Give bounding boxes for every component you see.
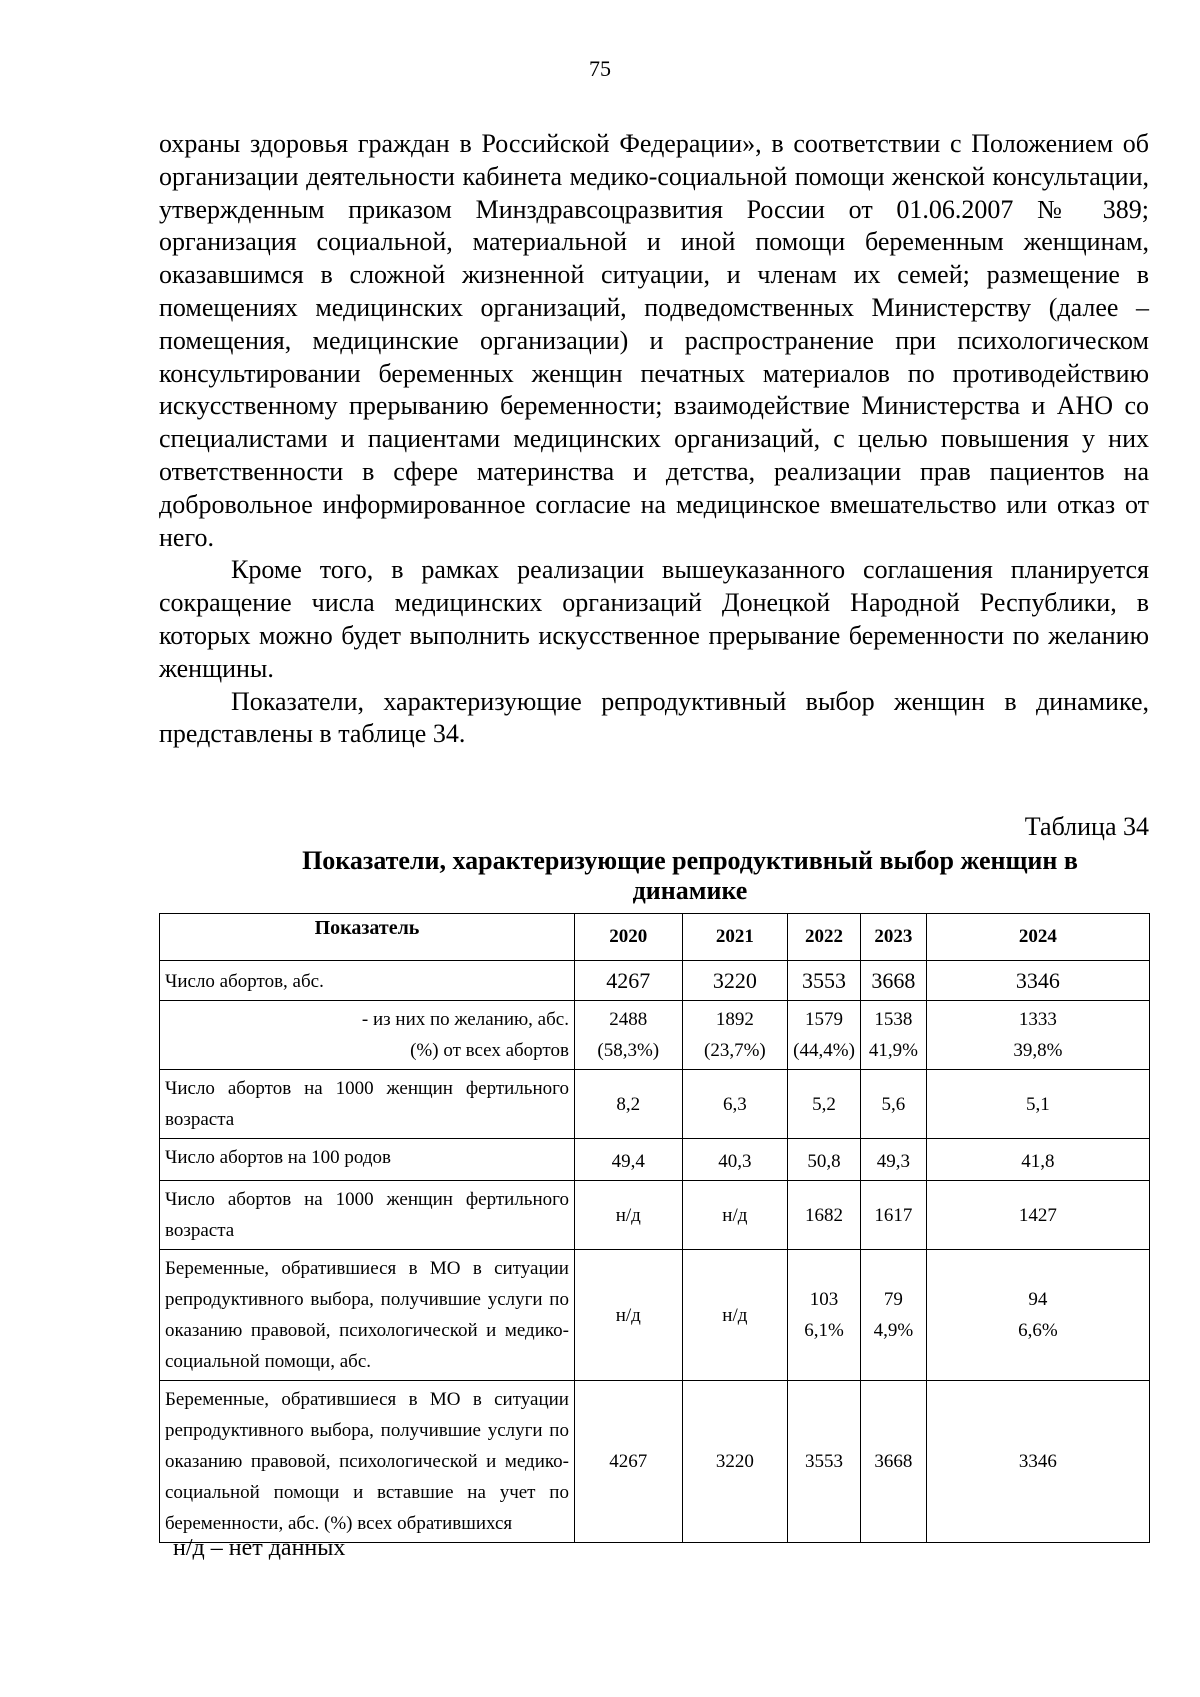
- row-label: Число абортов на 1000 женщин фертильного возраста: [160, 1070, 575, 1139]
- table-cell: [682, 1001, 788, 1070]
- cell-value: 1579: [805, 1009, 844, 1030]
- table-cell: [926, 1001, 1149, 1070]
- row-label: Число абортов, абс.: [160, 961, 575, 1001]
- table-row: [160, 1070, 1150, 1139]
- table-cell: 3668: [860, 961, 926, 1001]
- table-row: [160, 961, 1150, 1001]
- header-2020: 2020: [574, 914, 682, 961]
- table-cell: 40,3: [682, 1139, 788, 1181]
- cell-value: 79: [883, 1289, 903, 1310]
- paragraph-3: Показатели, характеризующие репродуктивный выбор женщин в динамике, представлены в таблице 34.: [159, 686, 1149, 749]
- row-label: Беременные, обратившиеся в МО в ситуации репродуктивного выбора, получившие услуги по оказанию правовой, психологической и медико-социальной помощи, абс.: [160, 1250, 575, 1381]
- table-cell: [788, 1001, 861, 1070]
- row-label: Число абортов на 100 родов: [160, 1139, 575, 1181]
- table-cell: 6,3: [682, 1070, 788, 1139]
- cell-percent: 39,8%: [1013, 1040, 1063, 1061]
- table-row: [160, 1181, 1150, 1250]
- table-cell: 3220: [682, 1381, 788, 1543]
- header-2024: 2024: [926, 914, 1149, 961]
- cell-value: 1538: [874, 1009, 913, 1030]
- row-label: Беременные, обратившиеся в МО в ситуации репродуктивного выбора, получившие услуги по оказанию правовой, психологической и медико-социальной помощи и вставшие на учет по беременности, абс. (%) всех обратившихся: [160, 1381, 575, 1543]
- indicators-table: [159, 913, 1150, 1543]
- table-cell: 3346: [926, 961, 1149, 1001]
- table-cell: [788, 1250, 861, 1381]
- table-header-row: [160, 914, 1150, 961]
- cell-percent: (44,4%): [793, 1040, 855, 1061]
- table-cell: н/д: [574, 1181, 682, 1250]
- table-cell: 4267: [574, 961, 682, 1001]
- cell-value: 103: [809, 1289, 839, 1310]
- table-cell: 3346: [926, 1381, 1149, 1543]
- table-cell: 4267: [574, 1381, 682, 1543]
- cell-percent: 4,9%: [873, 1320, 914, 1341]
- cell-percent: (58,3%): [597, 1040, 660, 1061]
- table-cell: н/д: [574, 1250, 682, 1381]
- paragraph-1: охраны здоровья граждан в Российской Федерации», в соответствии с Положением об организации деятельности кабинета медико-социальной помощи женской консультации, утвержденным приказом Минздравсоцразвития России от 01.06.2007 № 389; организация социальной, материальной и иной помощи беременным женщинам, оказавшимся в сложной жизненной ситуации, и членам их семей; размещение в помещениях медицинских организаций, подведомственных Министерству (далее – помещения, медицинские организации) и распространение при психологическом консультировании беременных женщин печатных материалов по противодействию искусственному прерыванию беременности; взаимодействие Министерства и АНО со специалистами и пациентами медицинских организаций, с целью повышения у них ответственности в сфере материнства и детства, реализации прав пациентов на добровольное информированное согласие на медицинское вмешательство или отказ от него.: [159, 129, 1149, 552]
- table-cell: 1427: [926, 1181, 1149, 1250]
- body-text: [159, 128, 1149, 751]
- table-cell: н/д: [682, 1250, 788, 1381]
- cell-value: 1892: [715, 1009, 754, 1030]
- table-cell: 3668: [860, 1381, 926, 1543]
- cell-percent: 41,9%: [868, 1040, 918, 1061]
- table-row: [160, 1001, 1150, 1070]
- table-cell: 3553: [788, 961, 861, 1001]
- header-indicator: Показатель: [160, 914, 575, 961]
- table-cell: 8,2: [574, 1070, 682, 1139]
- table-cell: 49,4: [574, 1139, 682, 1181]
- table-row: [160, 1381, 1150, 1543]
- table-cell: 49,3: [860, 1139, 926, 1181]
- header-2022: 2022: [788, 914, 861, 961]
- table-row: [160, 1250, 1150, 1381]
- cell-percent: 6,6%: [1018, 1320, 1058, 1341]
- row-label: [160, 1001, 575, 1070]
- row-label-line: (%) от всех абортов: [410, 1040, 569, 1061]
- table-cell: [860, 1001, 926, 1070]
- table-cell: н/д: [682, 1181, 788, 1250]
- table-cell: 1617: [860, 1181, 926, 1250]
- table-cell: 41,8: [926, 1139, 1149, 1181]
- table-cell: 50,8: [788, 1139, 861, 1181]
- row-label: Число абортов на 1000 женщин фертильного возраста: [160, 1181, 575, 1250]
- cell-value: 94: [1028, 1289, 1048, 1310]
- header-2021: 2021: [682, 914, 788, 961]
- cell-value: 2488: [609, 1009, 648, 1030]
- cell-percent: (23,7%): [704, 1040, 766, 1061]
- table-cell: 5,6: [860, 1070, 926, 1139]
- table-cell: 5,1: [926, 1070, 1149, 1139]
- table-cell: [574, 1001, 682, 1070]
- header-2023: 2023: [860, 914, 926, 961]
- paragraph-2: Кроме того, в рамках реализации вышеуказанного соглашения планируется сокращение числа медицинских организаций Донецкой Народной Республики, в которых можно будет выполнить искусственное прерывание беременности по желанию женщины.: [159, 555, 1149, 683]
- cell-value: 1333: [1018, 1009, 1057, 1030]
- table-row: [160, 1139, 1150, 1181]
- table-cell: [926, 1250, 1149, 1381]
- page-number: 75: [589, 56, 611, 81]
- table-cell: [860, 1250, 926, 1381]
- table-cell: 5,2: [788, 1070, 861, 1139]
- footnote: н/д – нет данных: [173, 1535, 346, 1561]
- row-label-line: - из них по желанию, абс.: [361, 1009, 569, 1030]
- table-cell: 3220: [682, 961, 788, 1001]
- table-title: Показатели, характеризующие репродуктивный выбор женщин в динамике: [302, 846, 1078, 905]
- table-cell: 1682: [788, 1181, 861, 1250]
- table-cell: 3553: [788, 1381, 861, 1543]
- table-caption: Таблица 34: [1024, 812, 1149, 841]
- cell-percent: 6,1%: [804, 1320, 844, 1341]
